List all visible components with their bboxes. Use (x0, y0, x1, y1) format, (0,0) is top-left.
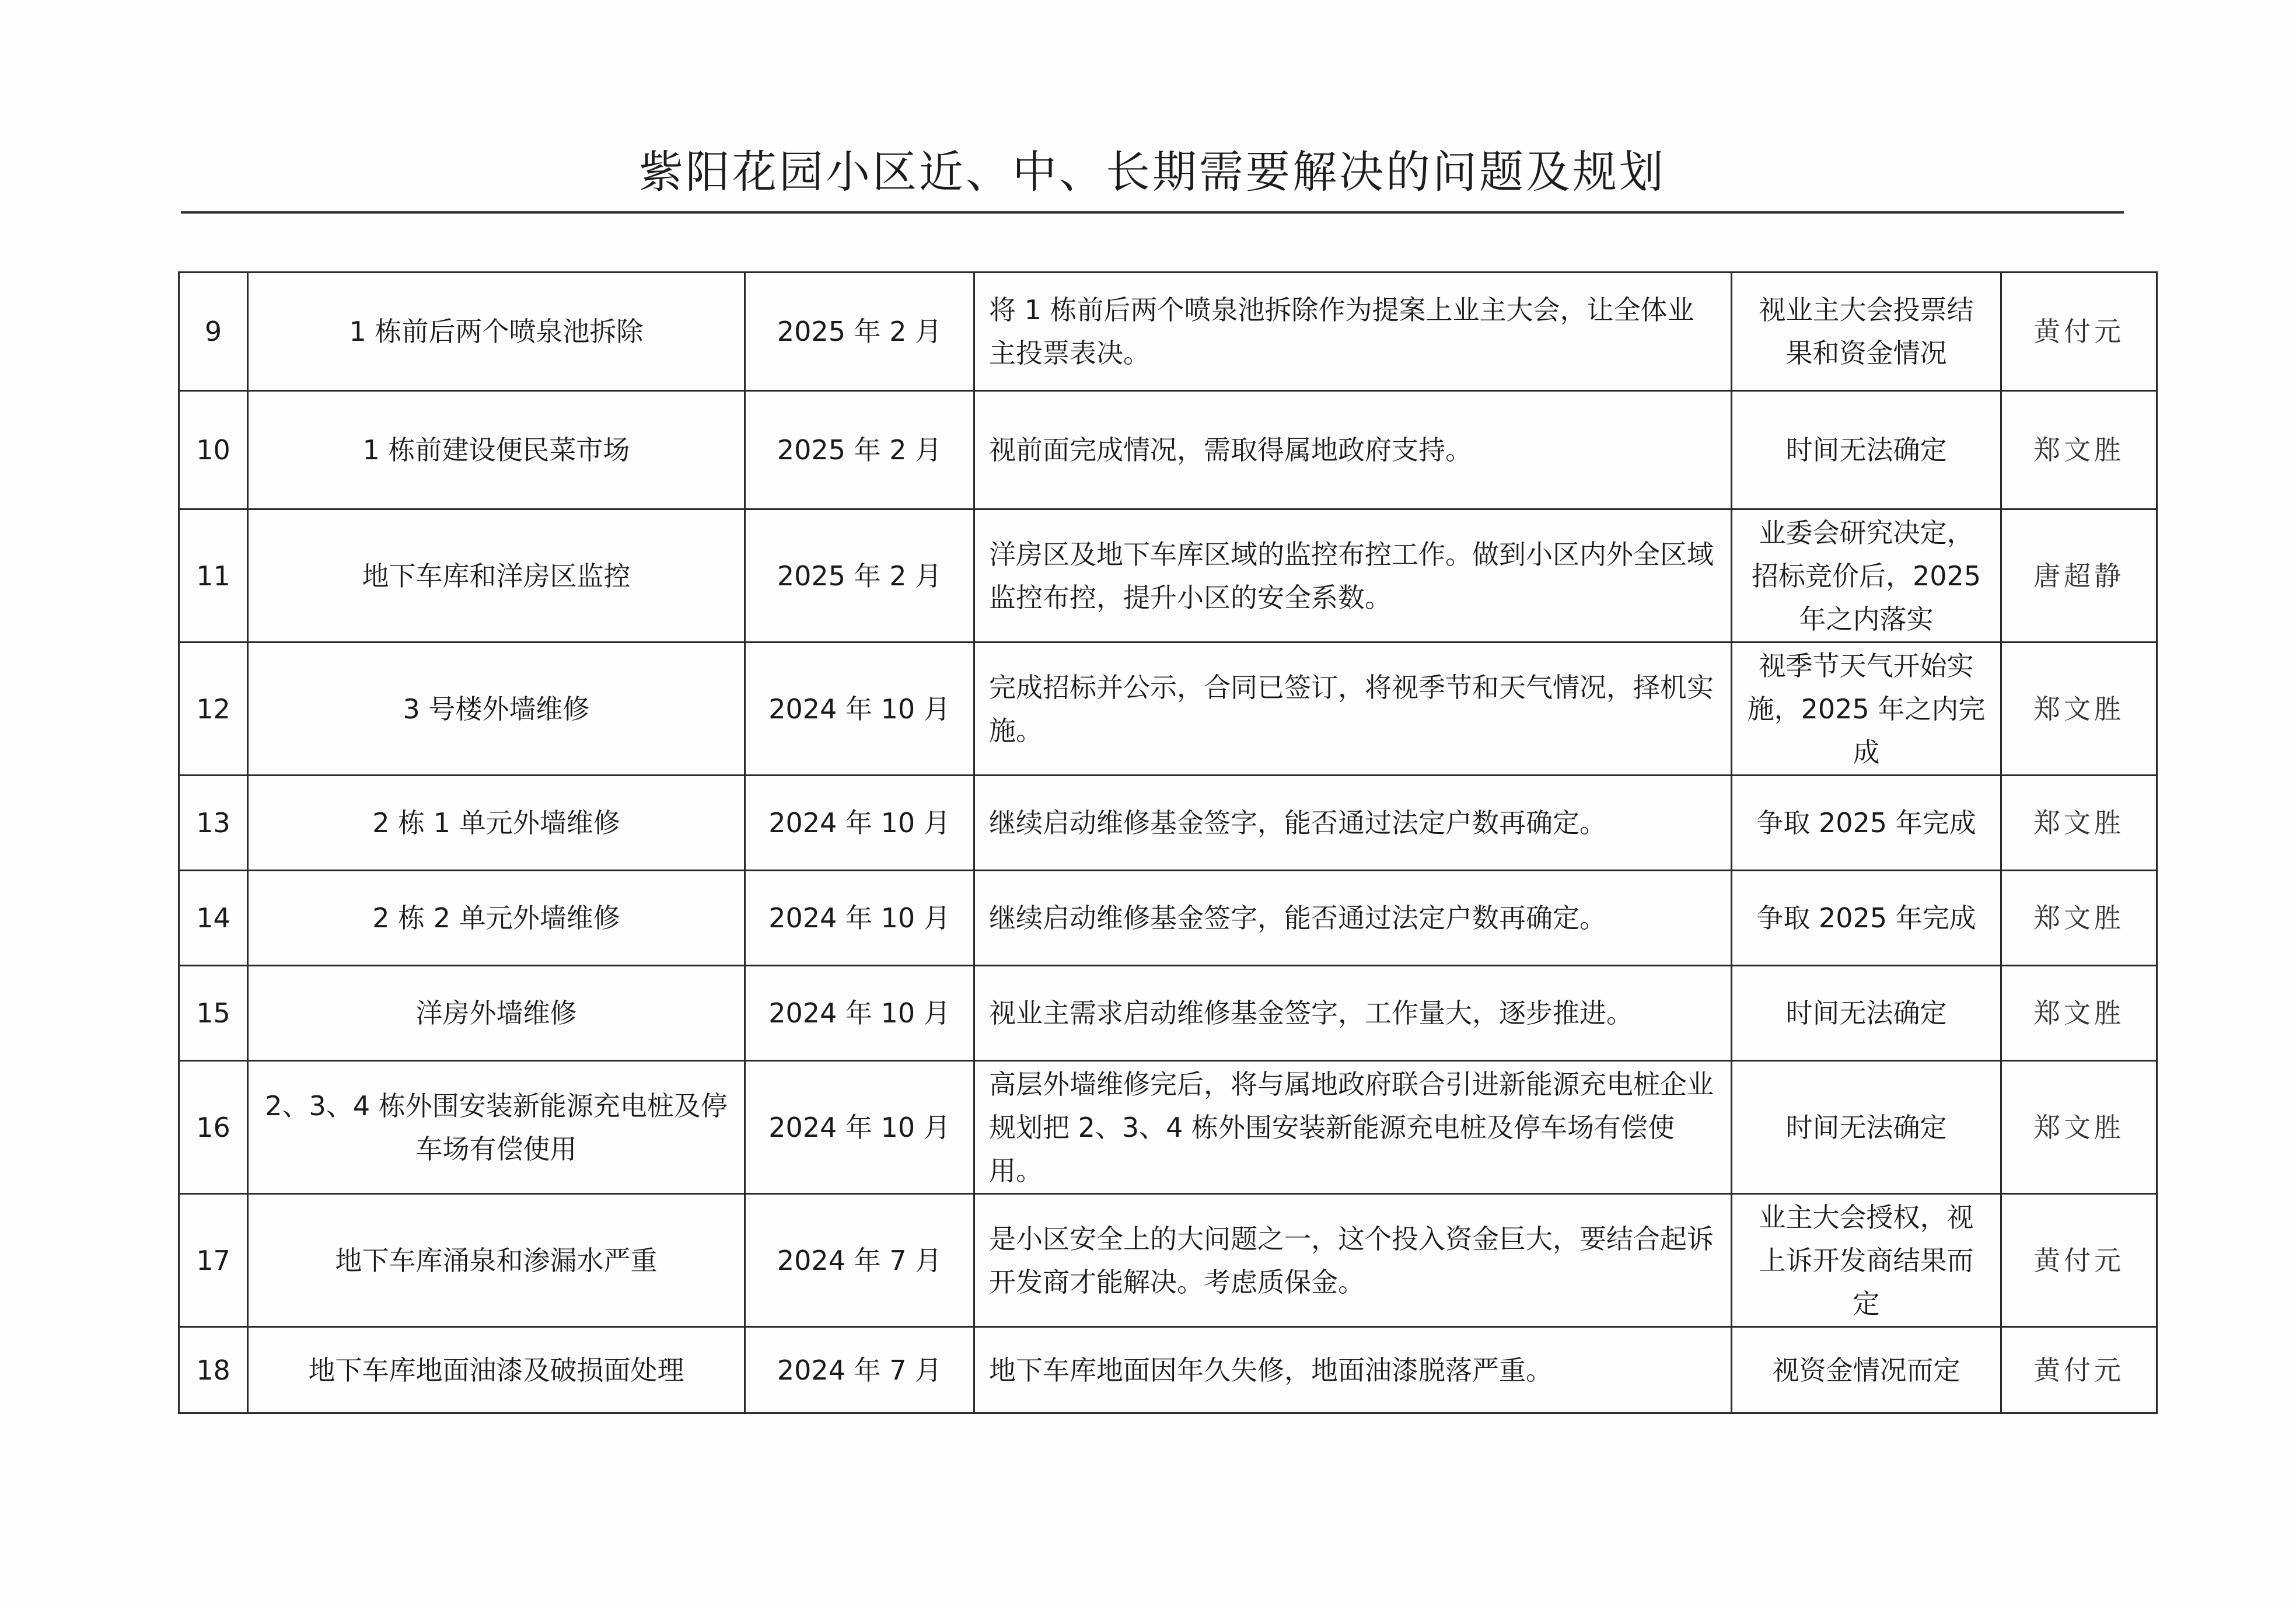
row-description: 高层外墙维修完后，将与属地政府联合引进新能源充电桩企业规划把 2、3、4 栋外围安装新能源充电桩及停车场有偿使用。 (974, 1061, 1732, 1194)
row-number: 14 (179, 871, 248, 966)
plan-table (178, 271, 2158, 1414)
row-progress: 时间无法确定 (1732, 391, 2001, 509)
row-progress: 视资金情况而定 (1732, 1327, 2001, 1413)
row-progress: 时间无法确定 (1732, 966, 2001, 1061)
row-owner-signature: 郑文胜 (2001, 391, 2157, 509)
row-description: 继续启动维修基金签字，能否通过法定户数再确定。 (974, 871, 1732, 966)
table-row (179, 1327, 2157, 1413)
table-row (179, 966, 2157, 1061)
row-number: 10 (179, 391, 248, 509)
table-row (179, 643, 2157, 776)
row-time: 2024 年 10 月 (745, 643, 974, 776)
document-title: 紫阳花园小区近、中、长期需要解决的问题及规划 (639, 146, 1666, 198)
row-item: 3 号楼外墙维修 (248, 643, 745, 776)
row-progress: 争取 2025 年完成 (1732, 776, 2001, 871)
row-description: 视业主需求启动维修基金签字，工作量大，逐步推进。 (974, 966, 1732, 1061)
row-description: 地下车库地面因年久失修，地面油漆脱落严重。 (974, 1327, 1732, 1413)
table-row (179, 776, 2157, 871)
row-time: 2024 年 7 月 (745, 1194, 974, 1327)
row-time: 2024 年 10 月 (745, 966, 974, 1061)
row-owner-signature: 郑文胜 (2001, 643, 2157, 776)
row-number: 15 (179, 966, 248, 1061)
row-progress: 业委会研究决定，招标竞价后，2025 年之内落实 (1732, 509, 2001, 643)
row-progress: 视季节天气开始实施，2025 年之内完成 (1732, 643, 2001, 776)
row-item: 1 栋前建设便民菜市场 (248, 391, 745, 509)
row-owner-signature: 郑文胜 (2001, 1061, 2157, 1194)
table-row (179, 1194, 2157, 1327)
table-row (179, 509, 2157, 643)
row-item: 地下车库地面油漆及破损面处理 (248, 1327, 745, 1413)
row-owner-signature: 郑文胜 (2001, 871, 2157, 966)
table-row (179, 273, 2157, 391)
table-row (179, 1061, 2157, 1194)
row-item: 洋房外墙维修 (248, 966, 745, 1061)
row-owner-signature: 唐超静 (2001, 509, 2157, 643)
row-owner-signature: 黄付元 (2001, 1194, 2157, 1327)
row-description: 视前面完成情况，需取得属地政府支持。 (974, 391, 1732, 509)
row-description: 将 1 栋前后两个喷泉池拆除作为提案上业主大会，让全体业主投票表决。 (974, 273, 1732, 391)
row-description: 完成招标并公示，合同已签订，将视季节和天气情况，择机实施。 (974, 643, 1732, 776)
row-item: 地下车库涌泉和渗漏水严重 (248, 1194, 745, 1327)
row-owner-signature: 郑文胜 (2001, 776, 2157, 871)
row-number: 18 (179, 1327, 248, 1413)
row-description: 洋房区及地下车库区域的监控布控工作。做到小区内外全区域监控布控，提升小区的安全系数。 (974, 509, 1732, 643)
row-progress: 争取 2025 年完成 (1732, 871, 2001, 966)
row-description: 继续启动维修基金签字，能否通过法定户数再确定。 (974, 776, 1732, 871)
row-progress: 视业主大会投票结果和资金情况 (1732, 273, 2001, 391)
row-progress: 业主大会授权，视上诉开发商结果而定 (1732, 1194, 2001, 1327)
row-time: 2025 年 2 月 (745, 509, 974, 643)
row-time: 2024 年 10 月 (745, 1061, 974, 1194)
row-time: 2024 年 10 月 (745, 776, 974, 871)
table-row (179, 871, 2157, 966)
row-owner-signature: 黄付元 (2001, 1327, 2157, 1413)
row-time: 2025 年 2 月 (745, 273, 974, 391)
row-owner-signature: 郑文胜 (2001, 966, 2157, 1061)
row-number: 12 (179, 643, 248, 776)
row-number: 11 (179, 509, 248, 643)
row-number: 13 (179, 776, 248, 871)
row-number: 9 (179, 273, 248, 391)
row-item: 1 栋前后两个喷泉池拆除 (248, 273, 745, 391)
row-item: 地下车库和洋房区监控 (248, 509, 745, 643)
row-time: 2024 年 7 月 (745, 1327, 974, 1413)
table-row (179, 391, 2157, 509)
row-time: 2024 年 10 月 (745, 871, 974, 966)
row-item: 2 栋 1 单元外墙维修 (248, 776, 745, 871)
row-number: 17 (179, 1194, 248, 1327)
row-number: 16 (179, 1061, 248, 1194)
title-underline (181, 211, 2124, 214)
row-item: 2、3、4 栋外围安装新能源充电桩及停车场有偿使用 (248, 1061, 745, 1194)
row-time: 2025 年 2 月 (745, 391, 974, 509)
row-item: 2 栋 2 单元外墙维修 (248, 871, 745, 966)
row-description: 是小区安全上的大问题之一，这个投入资金巨大，要结合起诉开发商才能解决。考虑质保金。 (974, 1194, 1732, 1327)
row-progress: 时间无法确定 (1732, 1061, 2001, 1194)
row-owner-signature: 黄付元 (2001, 273, 2157, 391)
